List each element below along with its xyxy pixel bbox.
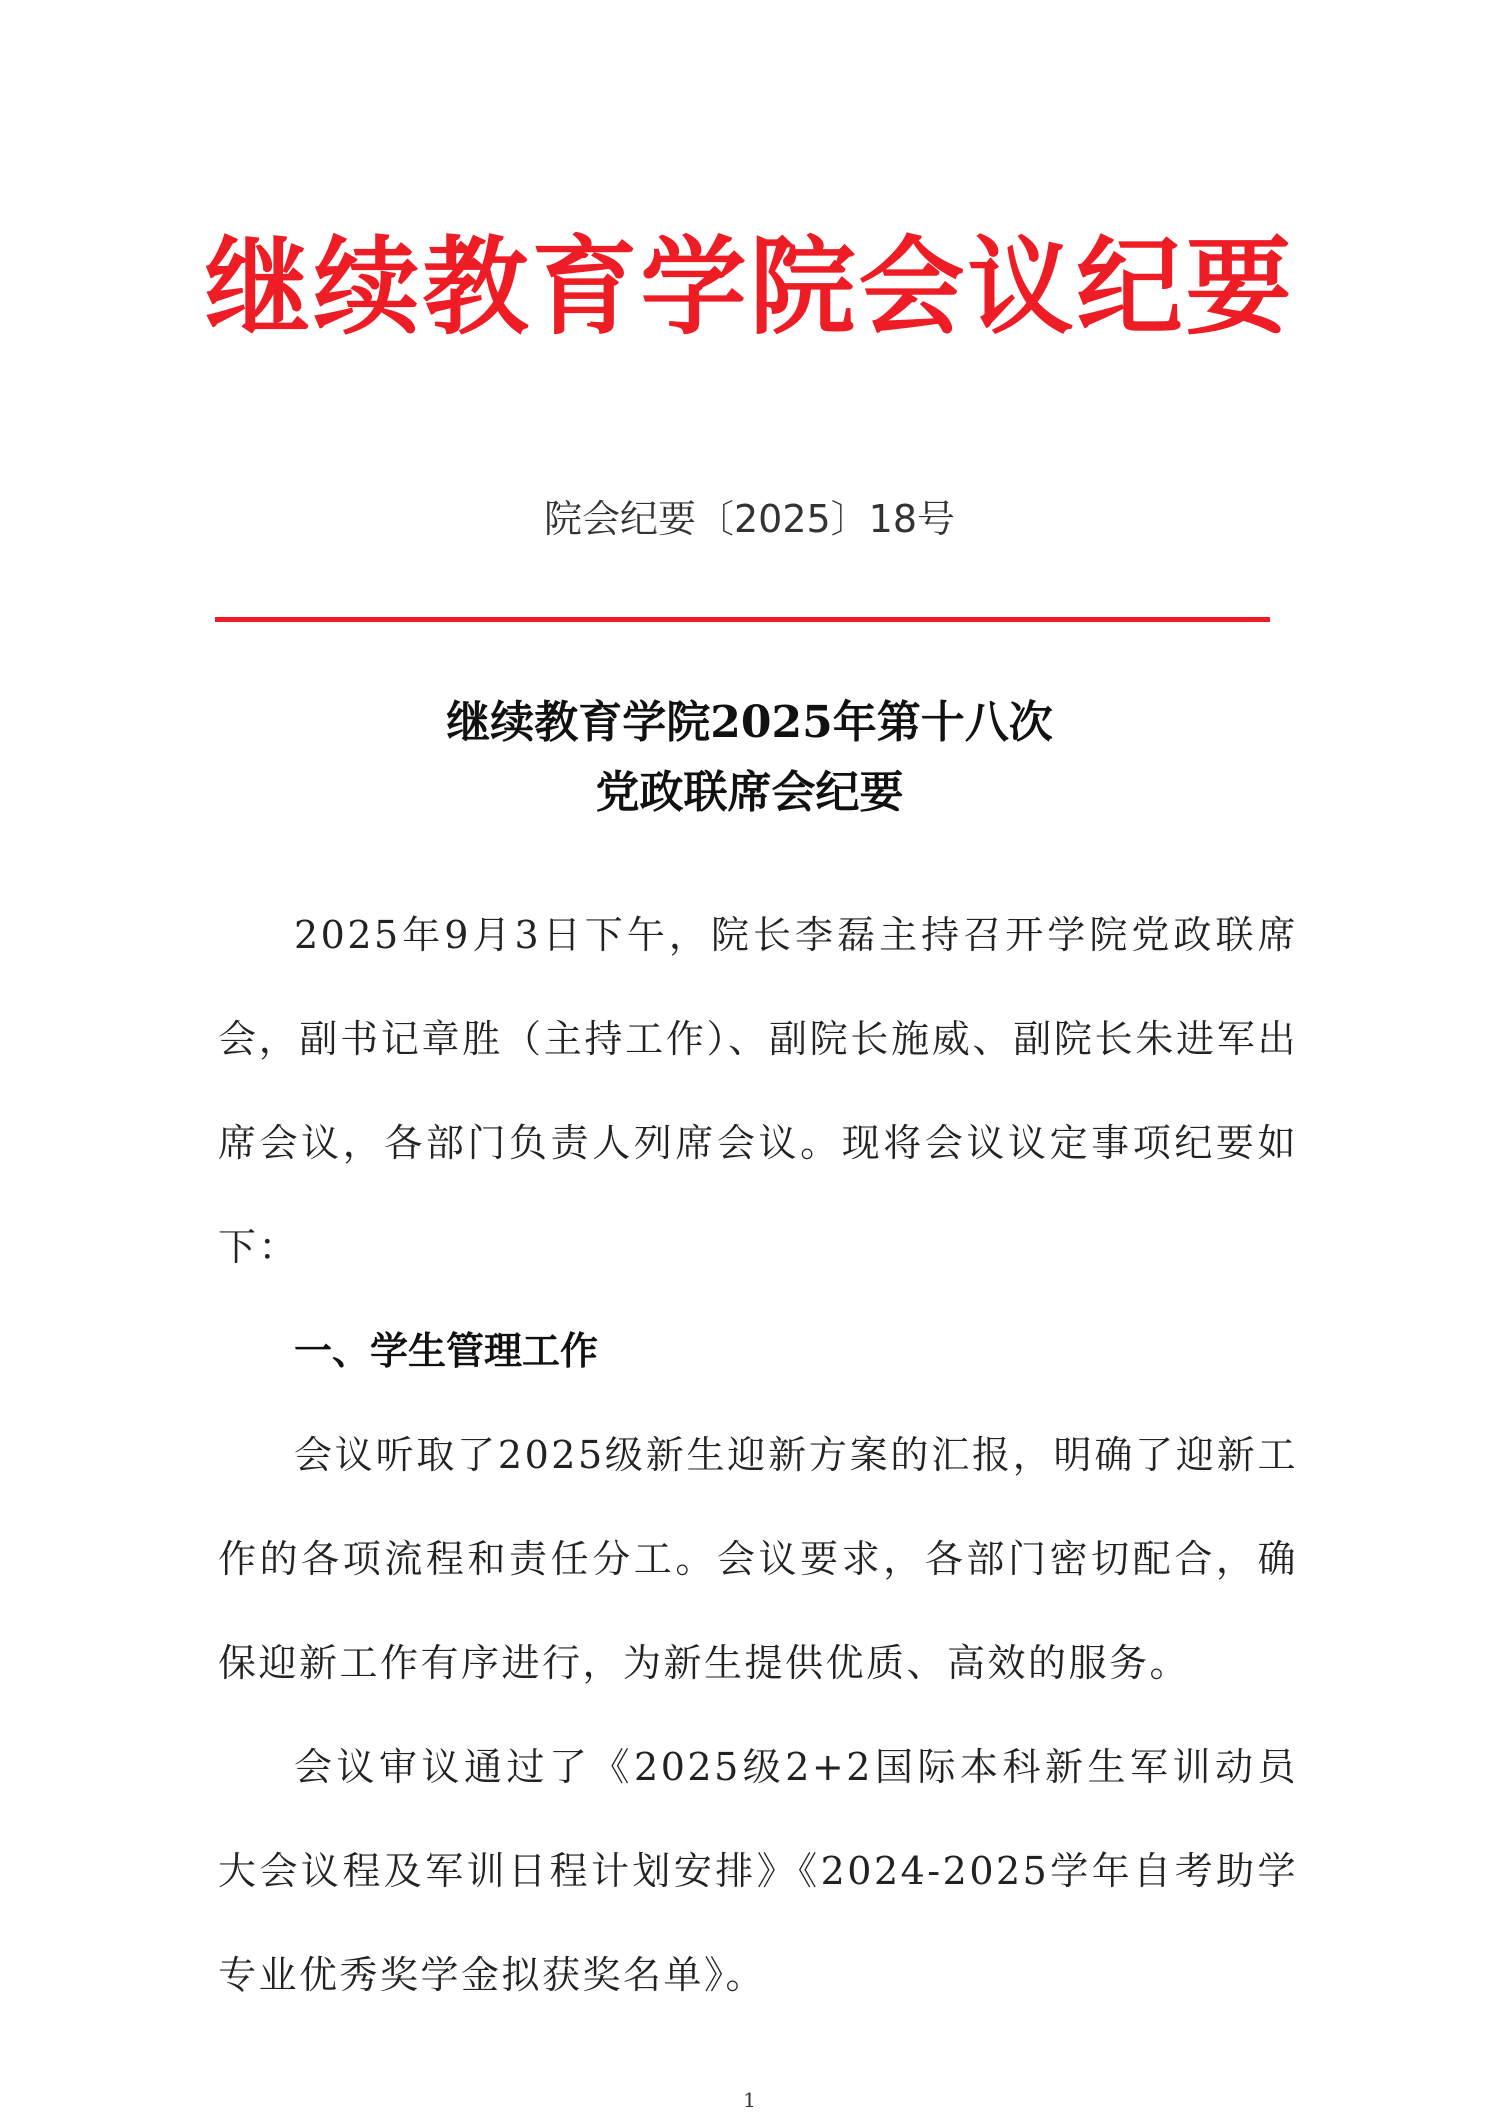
title-line-2: 党政联席会纪要 [595,767,904,818]
section-paragraph: 会议审议通过了《2025级2+2国际本科新生军训动员大会议程及军训日程计划安排》《2024-2025学年自考助学专业优秀奖学金拟获奖名单》。 [218,1745,1298,1997]
document-title [0,688,1499,828]
masthead-title: 继续教育学院会议纪要 [204,226,1295,349]
page-number: 1 [743,2088,756,2112]
section-heading: 一、学生管理工作 [294,1329,599,1373]
red-divider-line [215,617,1270,622]
section-paragraph: 会议听取了2025级新生迎新方案的汇报，明确了迎新工作的各项流程和责任分工。会议要求，各部门密切配合，确保迎新工作有序进行，为新生提供优质、高效的服务。 [218,1433,1298,1685]
document-body [218,883,1298,2027]
document-number: 院会纪要〔2025〕18号 [543,497,956,541]
intro-paragraph: 2025年9月3日下午，院长李磊主持召开学院党政联席会，副书记章胜（主持工作）、副院长施威、副院长朱进军出席会议，各部门负责人列席会议。现将会议议定事项纪要如下： [218,913,1298,1269]
title-line-1: 继续教育学院2025年第十八次 [446,697,1053,748]
